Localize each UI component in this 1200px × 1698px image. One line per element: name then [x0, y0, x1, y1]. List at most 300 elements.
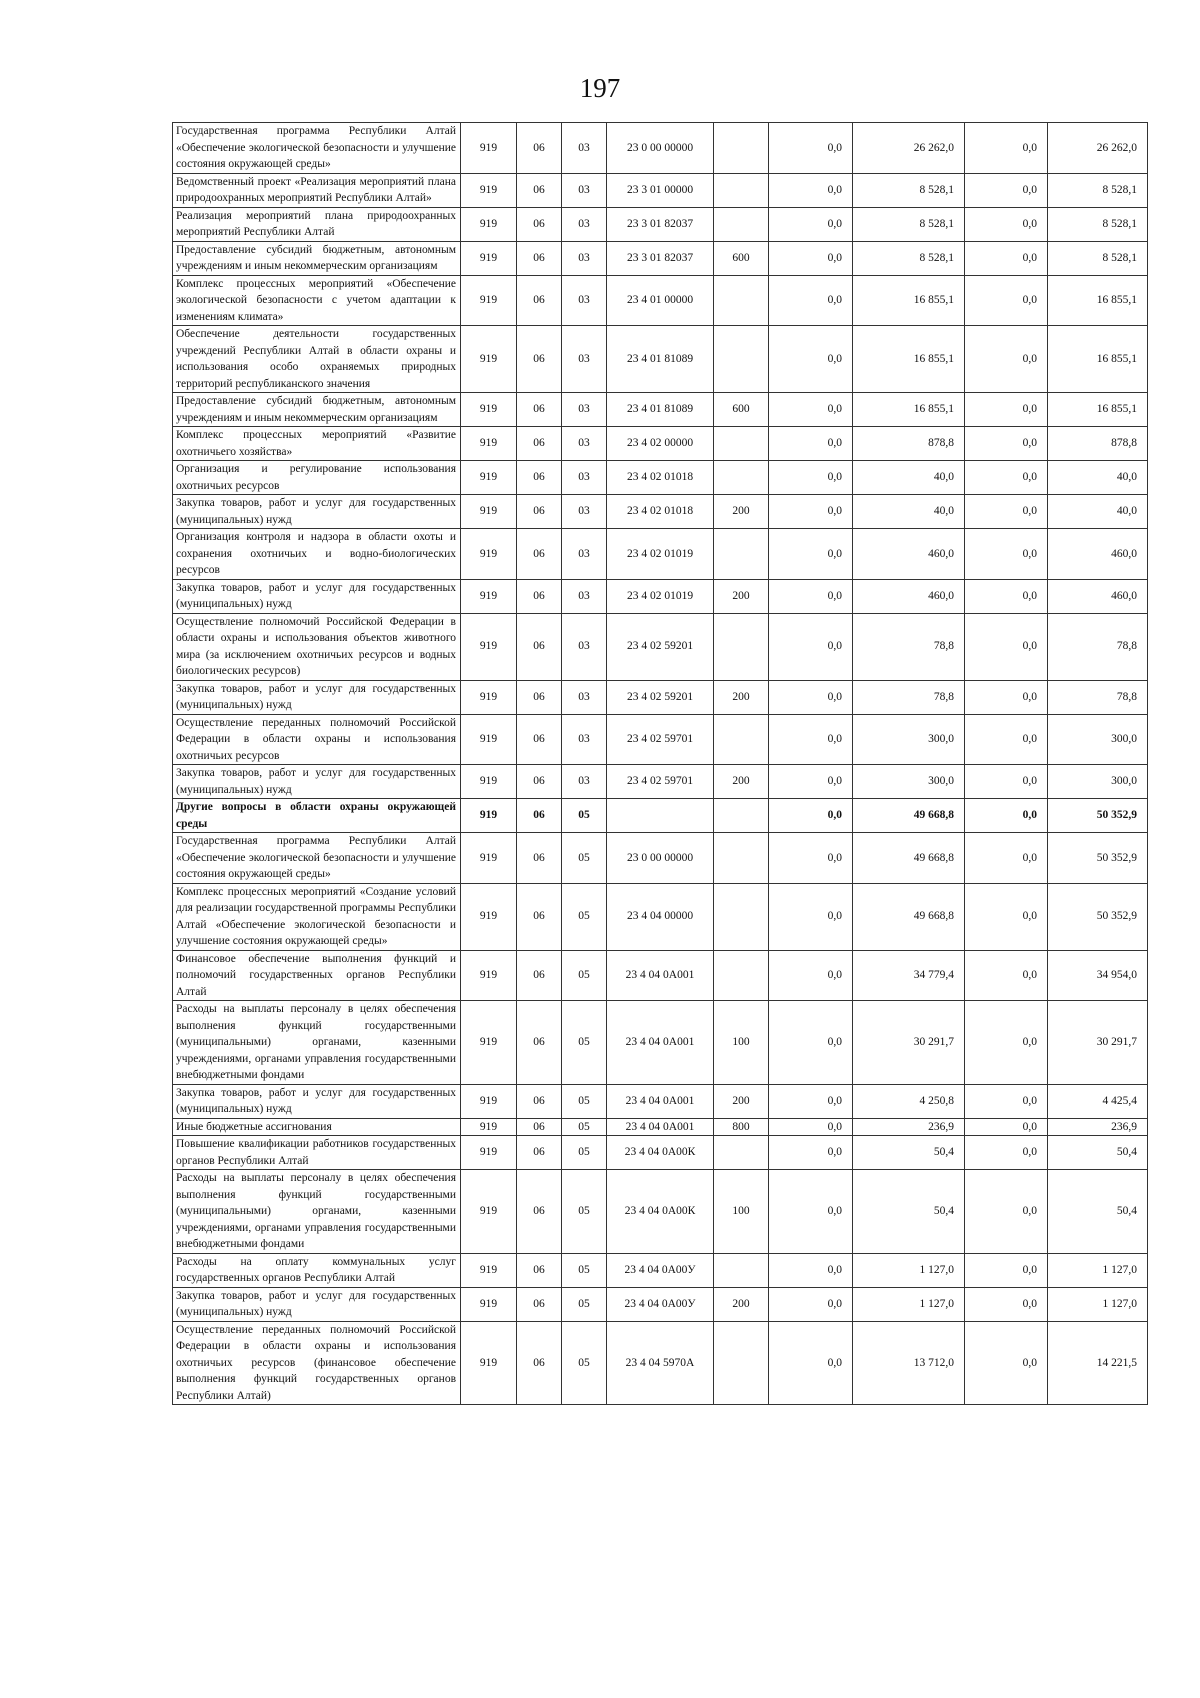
- subsection-code-cell: 03: [562, 427, 607, 461]
- value-1-cell: 0,0: [769, 613, 853, 680]
- grbs-code-cell: 919: [461, 241, 517, 275]
- expense-type-cell: 200: [714, 1084, 769, 1118]
- row-name-cell: Комплекс процессных мероприятий «Развитие охотничьего хозяйства»: [173, 427, 461, 461]
- expense-type-cell: [714, 461, 769, 495]
- expense-type-cell: 200: [714, 579, 769, 613]
- subsection-code-cell: 03: [562, 714, 607, 765]
- table-row: [173, 1001, 1148, 1085]
- target-article-cell: 23 0 00 00000: [607, 833, 714, 884]
- value-2-cell: 300,0: [853, 714, 965, 765]
- value-2-cell: 49 668,8: [853, 883, 965, 950]
- value-4-cell: 878,8: [1048, 427, 1148, 461]
- value-3-cell: 0,0: [965, 1170, 1048, 1254]
- grbs-code-cell: 919: [461, 495, 517, 529]
- value-3-cell: 0,0: [965, 883, 1048, 950]
- value-3-cell: 0,0: [965, 241, 1048, 275]
- subsection-code-cell: 05: [562, 1001, 607, 1085]
- value-1-cell: 0,0: [769, 1118, 853, 1136]
- target-article-cell: 23 3 01 82037: [607, 207, 714, 241]
- grbs-code-cell: 919: [461, 1118, 517, 1136]
- value-4-cell: 4 425,4: [1048, 1084, 1148, 1118]
- section-code-cell: 06: [517, 714, 562, 765]
- row-name-cell: Другие вопросы в области охраны окружающей среды: [173, 799, 461, 833]
- subsection-code-cell: 03: [562, 326, 607, 393]
- expense-type-cell: [714, 714, 769, 765]
- target-article-cell: 23 4 04 0А001: [607, 1001, 714, 1085]
- row-name-cell: Закупка товаров, работ и услуг для государственных (муниципальных) нужд: [173, 1084, 461, 1118]
- value-4-cell: 460,0: [1048, 579, 1148, 613]
- expense-type-cell: 600: [714, 241, 769, 275]
- section-code-cell: 06: [517, 1287, 562, 1321]
- target-article-cell: 23 4 01 81089: [607, 326, 714, 393]
- value-1-cell: 0,0: [769, 123, 853, 174]
- grbs-code-cell: 919: [461, 1170, 517, 1254]
- value-2-cell: 236,9: [853, 1118, 965, 1136]
- grbs-code-cell: 919: [461, 714, 517, 765]
- expense-type-cell: [714, 207, 769, 241]
- value-2-cell: 13 712,0: [853, 1321, 965, 1405]
- target-article-cell: 23 4 01 81089: [607, 393, 714, 427]
- budget-table: [172, 122, 1148, 1405]
- value-4-cell: 8 528,1: [1048, 173, 1148, 207]
- value-2-cell: 49 668,8: [853, 833, 965, 884]
- value-2-cell: 50,4: [853, 1170, 965, 1254]
- page-number: 197: [579, 73, 621, 103]
- table-row: [173, 613, 1148, 680]
- value-1-cell: 0,0: [769, 1253, 853, 1287]
- subsection-code-cell: 05: [562, 799, 607, 833]
- expense-type-cell: 200: [714, 680, 769, 714]
- grbs-code-cell: 919: [461, 326, 517, 393]
- table-row: [173, 680, 1148, 714]
- target-article-cell: 23 4 02 59201: [607, 613, 714, 680]
- section-code-cell: 06: [517, 950, 562, 1001]
- section-code-cell: 06: [517, 613, 562, 680]
- expense-type-cell: [714, 1253, 769, 1287]
- value-3-cell: 0,0: [965, 833, 1048, 884]
- expense-type-cell: [714, 1321, 769, 1405]
- value-3-cell: 0,0: [965, 613, 1048, 680]
- value-2-cell: 40,0: [853, 461, 965, 495]
- target-article-cell: 23 4 02 01019: [607, 579, 714, 613]
- section-code-cell: 06: [517, 393, 562, 427]
- value-3-cell: 0,0: [965, 173, 1048, 207]
- value-4-cell: 78,8: [1048, 680, 1148, 714]
- expense-type-cell: 600: [714, 393, 769, 427]
- section-code-cell: 06: [517, 495, 562, 529]
- grbs-code-cell: 919: [461, 529, 517, 580]
- table-body: [173, 123, 1148, 1405]
- row-name-cell: Организация контроля и надзора в области охоты и сохранения охотничьих и водно-биологических ресурсов: [173, 529, 461, 580]
- grbs-code-cell: 919: [461, 883, 517, 950]
- grbs-code-cell: 919: [461, 427, 517, 461]
- value-4-cell: 460,0: [1048, 529, 1148, 580]
- row-name-cell: Повышение квалификации работников государственных органов Республики Алтай: [173, 1136, 461, 1170]
- value-2-cell: 50,4: [853, 1136, 965, 1170]
- row-name-cell: Осуществление переданных полномочий Российской Федерации в области охраны и использования охотничьих ресурсов (финансовое обеспечение выполнения функций государственных органов Республики Алтай): [173, 1321, 461, 1405]
- value-2-cell: 78,8: [853, 680, 965, 714]
- value-4-cell: 40,0: [1048, 495, 1148, 529]
- value-4-cell: 300,0: [1048, 714, 1148, 765]
- row-name-cell: Осуществление полномочий Российской Федерации в области охраны и использования объектов животного мира (за исключением охотничьих ресурсов и водных биологических ресурсов): [173, 613, 461, 680]
- section-code-cell: 06: [517, 883, 562, 950]
- value-1-cell: 0,0: [769, 1084, 853, 1118]
- value-1-cell: 0,0: [769, 529, 853, 580]
- table-row: [173, 207, 1148, 241]
- section-code-cell: 06: [517, 1321, 562, 1405]
- table-row: [173, 1118, 1148, 1136]
- value-1-cell: 0,0: [769, 1136, 853, 1170]
- value-3-cell: 0,0: [965, 326, 1048, 393]
- value-3-cell: 0,0: [965, 529, 1048, 580]
- value-1-cell: 0,0: [769, 495, 853, 529]
- value-2-cell: 1 127,0: [853, 1253, 965, 1287]
- row-name-cell: Обеспечение деятельности государственных учреждений Республики Алтай в области охраны и использования особо охраняемых природных территорий республиканского значения: [173, 326, 461, 393]
- target-article-cell: 23 4 04 0А001: [607, 950, 714, 1001]
- table-row: [173, 1253, 1148, 1287]
- target-article-cell: 23 4 04 0А00К: [607, 1170, 714, 1254]
- subsection-code-cell: 03: [562, 765, 607, 799]
- row-name-cell: Государственная программа Республики Алтай «Обеспечение экологической безопасности и улучшение состояния окружающей среды»: [173, 123, 461, 174]
- value-3-cell: 0,0: [965, 579, 1048, 613]
- table-row: [173, 765, 1148, 799]
- value-1-cell: 0,0: [769, 241, 853, 275]
- value-1-cell: 0,0: [769, 1287, 853, 1321]
- value-3-cell: 0,0: [965, 495, 1048, 529]
- expense-type-cell: 200: [714, 765, 769, 799]
- value-1-cell: 0,0: [769, 950, 853, 1001]
- row-name-cell: Закупка товаров, работ и услуг для государственных (муниципальных) нужд: [173, 765, 461, 799]
- expense-type-cell: [714, 427, 769, 461]
- value-2-cell: 460,0: [853, 579, 965, 613]
- grbs-code-cell: 919: [461, 799, 517, 833]
- value-4-cell: 34 954,0: [1048, 950, 1148, 1001]
- table-row: [173, 950, 1148, 1001]
- target-article-cell: 23 4 02 59701: [607, 714, 714, 765]
- subsection-code-cell: 03: [562, 207, 607, 241]
- subsection-code-cell: 03: [562, 275, 607, 326]
- value-3-cell: 0,0: [965, 1136, 1048, 1170]
- value-4-cell: 26 262,0: [1048, 123, 1148, 174]
- value-2-cell: 49 668,8: [853, 799, 965, 833]
- section-code-cell: 06: [517, 1118, 562, 1136]
- value-2-cell: 16 855,1: [853, 275, 965, 326]
- grbs-code-cell: 919: [461, 123, 517, 174]
- value-4-cell: 8 528,1: [1048, 207, 1148, 241]
- row-name-cell: Предоставление субсидий бюджетным, автономным учреждениям и иным некоммерческим организациям: [173, 393, 461, 427]
- target-article-cell: 23 4 04 0А00У: [607, 1253, 714, 1287]
- subsection-code-cell: 03: [562, 173, 607, 207]
- value-3-cell: 0,0: [965, 1084, 1048, 1118]
- value-3-cell: 0,0: [965, 1287, 1048, 1321]
- target-article-cell: 23 4 04 5970А: [607, 1321, 714, 1405]
- value-3-cell: 0,0: [965, 1253, 1048, 1287]
- row-name-cell: Комплекс процессных мероприятий «Обеспечение экологической безопасности с учетом адаптации к изменениям климата»: [173, 275, 461, 326]
- value-4-cell: 78,8: [1048, 613, 1148, 680]
- value-1-cell: 0,0: [769, 1321, 853, 1405]
- grbs-code-cell: 919: [461, 275, 517, 326]
- value-3-cell: 0,0: [965, 680, 1048, 714]
- value-3-cell: 0,0: [965, 765, 1048, 799]
- table-row: [173, 241, 1148, 275]
- expense-type-cell: [714, 123, 769, 174]
- value-2-cell: 4 250,8: [853, 1084, 965, 1118]
- subsection-code-cell: 05: [562, 1084, 607, 1118]
- expense-type-cell: [714, 883, 769, 950]
- section-code-cell: 06: [517, 275, 562, 326]
- subsection-code-cell: 03: [562, 680, 607, 714]
- row-name-cell: Организация и регулирование использования охотничьих ресурсов: [173, 461, 461, 495]
- expense-type-cell: 200: [714, 1287, 769, 1321]
- section-code-cell: 06: [517, 241, 562, 275]
- section-code-cell: 06: [517, 1001, 562, 1085]
- grbs-code-cell: 919: [461, 173, 517, 207]
- value-2-cell: 16 855,1: [853, 393, 965, 427]
- grbs-code-cell: 919: [461, 1136, 517, 1170]
- section-code-cell: 06: [517, 461, 562, 495]
- grbs-code-cell: 919: [461, 833, 517, 884]
- expense-type-cell: [714, 950, 769, 1001]
- row-name-cell: Закупка товаров, работ и услуг для государственных (муниципальных) нужд: [173, 579, 461, 613]
- section-code-cell: 06: [517, 765, 562, 799]
- row-name-cell: Комплекс процессных мероприятий «Создание условий для реализации государственной программы Республики Алтай «Обеспечение экологической безопасности и улучшение состояния окружающей среды»: [173, 883, 461, 950]
- table-row: [173, 799, 1148, 833]
- expense-type-cell: 200: [714, 495, 769, 529]
- section-code-cell: 06: [517, 680, 562, 714]
- value-1-cell: 0,0: [769, 427, 853, 461]
- expense-type-cell: [714, 275, 769, 326]
- table-row: [173, 1136, 1148, 1170]
- row-name-cell: Реализация мероприятий плана природоохранных мероприятий Республики Алтай: [173, 207, 461, 241]
- section-code-cell: 06: [517, 427, 562, 461]
- section-code-cell: 06: [517, 799, 562, 833]
- value-1-cell: 0,0: [769, 799, 853, 833]
- table-row: [173, 529, 1148, 580]
- grbs-code-cell: 919: [461, 1084, 517, 1118]
- value-3-cell: 0,0: [965, 1001, 1048, 1085]
- grbs-code-cell: 919: [461, 579, 517, 613]
- section-code-cell: 06: [517, 1253, 562, 1287]
- table-row: [173, 833, 1148, 884]
- section-code-cell: 06: [517, 326, 562, 393]
- grbs-code-cell: 919: [461, 393, 517, 427]
- subsection-code-cell: 05: [562, 950, 607, 1001]
- expense-type-cell: [714, 173, 769, 207]
- target-article-cell: 23 4 04 0А00У: [607, 1287, 714, 1321]
- table-row: [173, 495, 1148, 529]
- value-4-cell: 30 291,7: [1048, 1001, 1148, 1085]
- table-row: [173, 461, 1148, 495]
- grbs-code-cell: 919: [461, 1253, 517, 1287]
- target-article-cell: 23 4 04 00000: [607, 883, 714, 950]
- value-3-cell: 0,0: [965, 275, 1048, 326]
- target-article-cell: 23 4 01 00000: [607, 275, 714, 326]
- expense-type-cell: [714, 529, 769, 580]
- target-article-cell: 23 4 02 59201: [607, 680, 714, 714]
- grbs-code-cell: 919: [461, 1287, 517, 1321]
- value-2-cell: 16 855,1: [853, 326, 965, 393]
- expense-type-cell: [714, 1136, 769, 1170]
- row-name-cell: Финансовое обеспечение выполнения функций и полномочий государственных органов Республики Алтай: [173, 950, 461, 1001]
- value-4-cell: 50 352,9: [1048, 833, 1148, 884]
- grbs-code-cell: 919: [461, 1321, 517, 1405]
- value-1-cell: 0,0: [769, 579, 853, 613]
- row-name-cell: Закупка товаров, работ и услуг для государственных (муниципальных) нужд: [173, 1287, 461, 1321]
- value-2-cell: 1 127,0: [853, 1287, 965, 1321]
- table-row: [173, 883, 1148, 950]
- value-4-cell: 40,0: [1048, 461, 1148, 495]
- value-3-cell: 0,0: [965, 207, 1048, 241]
- target-article-cell: 23 4 04 0А001: [607, 1118, 714, 1136]
- value-1-cell: 0,0: [769, 765, 853, 799]
- target-article-cell: 23 4 04 0А00К: [607, 1136, 714, 1170]
- subsection-code-cell: 05: [562, 1170, 607, 1254]
- value-3-cell: 0,0: [965, 427, 1048, 461]
- row-name-cell: Предоставление субсидий бюджетным, автономным учреждениям и иным некоммерческим организациям: [173, 241, 461, 275]
- subsection-code-cell: 05: [562, 833, 607, 884]
- value-4-cell: 50,4: [1048, 1136, 1148, 1170]
- value-4-cell: 50,4: [1048, 1170, 1148, 1254]
- value-2-cell: 26 262,0: [853, 123, 965, 174]
- row-name-cell: Государственная программа Республики Алтай «Обеспечение экологической безопасности и улучшение состояния окружающей среды»: [173, 833, 461, 884]
- value-4-cell: 1 127,0: [1048, 1253, 1148, 1287]
- row-name-cell: Ведомственный проект «Реализация мероприятий плана природоохранных мероприятий Республики Алтай»: [173, 173, 461, 207]
- value-4-cell: 8 528,1: [1048, 241, 1148, 275]
- subsection-code-cell: 05: [562, 1253, 607, 1287]
- value-3-cell: 0,0: [965, 799, 1048, 833]
- value-4-cell: 50 352,9: [1048, 883, 1148, 950]
- table-row: [173, 173, 1148, 207]
- subsection-code-cell: 03: [562, 123, 607, 174]
- value-1-cell: 0,0: [769, 680, 853, 714]
- grbs-code-cell: 919: [461, 765, 517, 799]
- value-1-cell: 0,0: [769, 1001, 853, 1085]
- value-1-cell: 0,0: [769, 714, 853, 765]
- target-article-cell: 23 3 01 00000: [607, 173, 714, 207]
- target-article-cell: 23 4 02 01019: [607, 529, 714, 580]
- value-4-cell: 236,9: [1048, 1118, 1148, 1136]
- section-code-cell: 06: [517, 207, 562, 241]
- value-2-cell: 460,0: [853, 529, 965, 580]
- value-3-cell: 0,0: [965, 461, 1048, 495]
- row-name-cell: Осуществление переданных полномочий Российской Федерации в области охраны и использования охотничьих ресурсов: [173, 714, 461, 765]
- value-3-cell: 0,0: [965, 123, 1048, 174]
- subsection-code-cell: 05: [562, 1118, 607, 1136]
- target-article-cell: 23 4 02 00000: [607, 427, 714, 461]
- value-4-cell: 1 127,0: [1048, 1287, 1148, 1321]
- expense-type-cell: [714, 326, 769, 393]
- value-4-cell: 50 352,9: [1048, 799, 1148, 833]
- grbs-code-cell: 919: [461, 207, 517, 241]
- target-article-cell: 23 4 02 59701: [607, 765, 714, 799]
- value-4-cell: 300,0: [1048, 765, 1148, 799]
- subsection-code-cell: 03: [562, 579, 607, 613]
- subsection-code-cell: 03: [562, 241, 607, 275]
- table-row: [173, 1287, 1148, 1321]
- value-3-cell: 0,0: [965, 393, 1048, 427]
- subsection-code-cell: 05: [562, 1321, 607, 1405]
- value-2-cell: 8 528,1: [853, 241, 965, 275]
- target-article-cell: [607, 799, 714, 833]
- grbs-code-cell: 919: [461, 461, 517, 495]
- value-2-cell: 8 528,1: [853, 173, 965, 207]
- value-1-cell: 0,0: [769, 173, 853, 207]
- target-article-cell: 23 3 01 82037: [607, 241, 714, 275]
- section-code-cell: 06: [517, 1136, 562, 1170]
- grbs-code-cell: 919: [461, 613, 517, 680]
- row-name-cell: Закупка товаров, работ и услуг для государственных (муниципальных) нужд: [173, 680, 461, 714]
- value-3-cell: 0,0: [965, 1321, 1048, 1405]
- subsection-code-cell: 03: [562, 529, 607, 580]
- value-2-cell: 8 528,1: [853, 207, 965, 241]
- value-4-cell: 16 855,1: [1048, 326, 1148, 393]
- subsection-code-cell: 05: [562, 1287, 607, 1321]
- value-4-cell: 16 855,1: [1048, 275, 1148, 326]
- value-1-cell: 0,0: [769, 461, 853, 495]
- target-article-cell: 23 4 02 01018: [607, 461, 714, 495]
- value-1-cell: 0,0: [769, 883, 853, 950]
- section-code-cell: 06: [517, 833, 562, 884]
- table-row: [173, 714, 1148, 765]
- subsection-code-cell: 03: [562, 393, 607, 427]
- table-row: [173, 579, 1148, 613]
- section-code-cell: 06: [517, 1084, 562, 1118]
- value-1-cell: 0,0: [769, 207, 853, 241]
- value-1-cell: 0,0: [769, 833, 853, 884]
- row-name-cell: Расходы на оплату коммунальных услуг государственных органов Республики Алтай: [173, 1253, 461, 1287]
- expense-type-cell: 800: [714, 1118, 769, 1136]
- row-name-cell: Закупка товаров, работ и услуг для государственных (муниципальных) нужд: [173, 495, 461, 529]
- section-code-cell: 06: [517, 579, 562, 613]
- target-article-cell: 23 0 00 00000: [607, 123, 714, 174]
- value-3-cell: 0,0: [965, 950, 1048, 1001]
- subsection-code-cell: 05: [562, 883, 607, 950]
- value-4-cell: 16 855,1: [1048, 393, 1148, 427]
- expense-type-cell: [714, 833, 769, 884]
- section-code-cell: 06: [517, 1170, 562, 1254]
- row-name-cell: Расходы на выплаты персоналу в целях обеспечения выполнения функций государственными (муниципальными) органами, казенными учреждениями, органами управления государственными внебюджетными фондами: [173, 1001, 461, 1085]
- table-row: [173, 1084, 1148, 1118]
- value-1-cell: 0,0: [769, 393, 853, 427]
- value-1-cell: 0,0: [769, 1170, 853, 1254]
- row-name-cell: Расходы на выплаты персоналу в целях обеспечения выполнения функций государственными (муниципальными) органами, казенными учреждениями, органами управления государственными внебюджетными фондами: [173, 1170, 461, 1254]
- table-row: [173, 275, 1148, 326]
- table-row: [173, 1170, 1148, 1254]
- grbs-code-cell: 919: [461, 1001, 517, 1085]
- row-name-cell: Иные бюджетные ассигнования: [173, 1118, 461, 1136]
- section-code-cell: 06: [517, 173, 562, 207]
- table-row: [173, 123, 1148, 174]
- expense-type-cell: 100: [714, 1170, 769, 1254]
- value-3-cell: 0,0: [965, 714, 1048, 765]
- value-2-cell: 34 779,4: [853, 950, 965, 1001]
- section-code-cell: 06: [517, 529, 562, 580]
- target-article-cell: 23 4 02 01018: [607, 495, 714, 529]
- value-4-cell: 14 221,5: [1048, 1321, 1148, 1405]
- subsection-code-cell: 03: [562, 613, 607, 680]
- value-2-cell: 40,0: [853, 495, 965, 529]
- table-row: [173, 427, 1148, 461]
- subsection-code-cell: 03: [562, 495, 607, 529]
- value-1-cell: 0,0: [769, 275, 853, 326]
- value-2-cell: 878,8: [853, 427, 965, 461]
- section-code-cell: 06: [517, 123, 562, 174]
- table-row: [173, 326, 1148, 393]
- grbs-code-cell: 919: [461, 950, 517, 1001]
- value-2-cell: 30 291,7: [853, 1001, 965, 1085]
- value-2-cell: 300,0: [853, 765, 965, 799]
- expense-type-cell: [714, 613, 769, 680]
